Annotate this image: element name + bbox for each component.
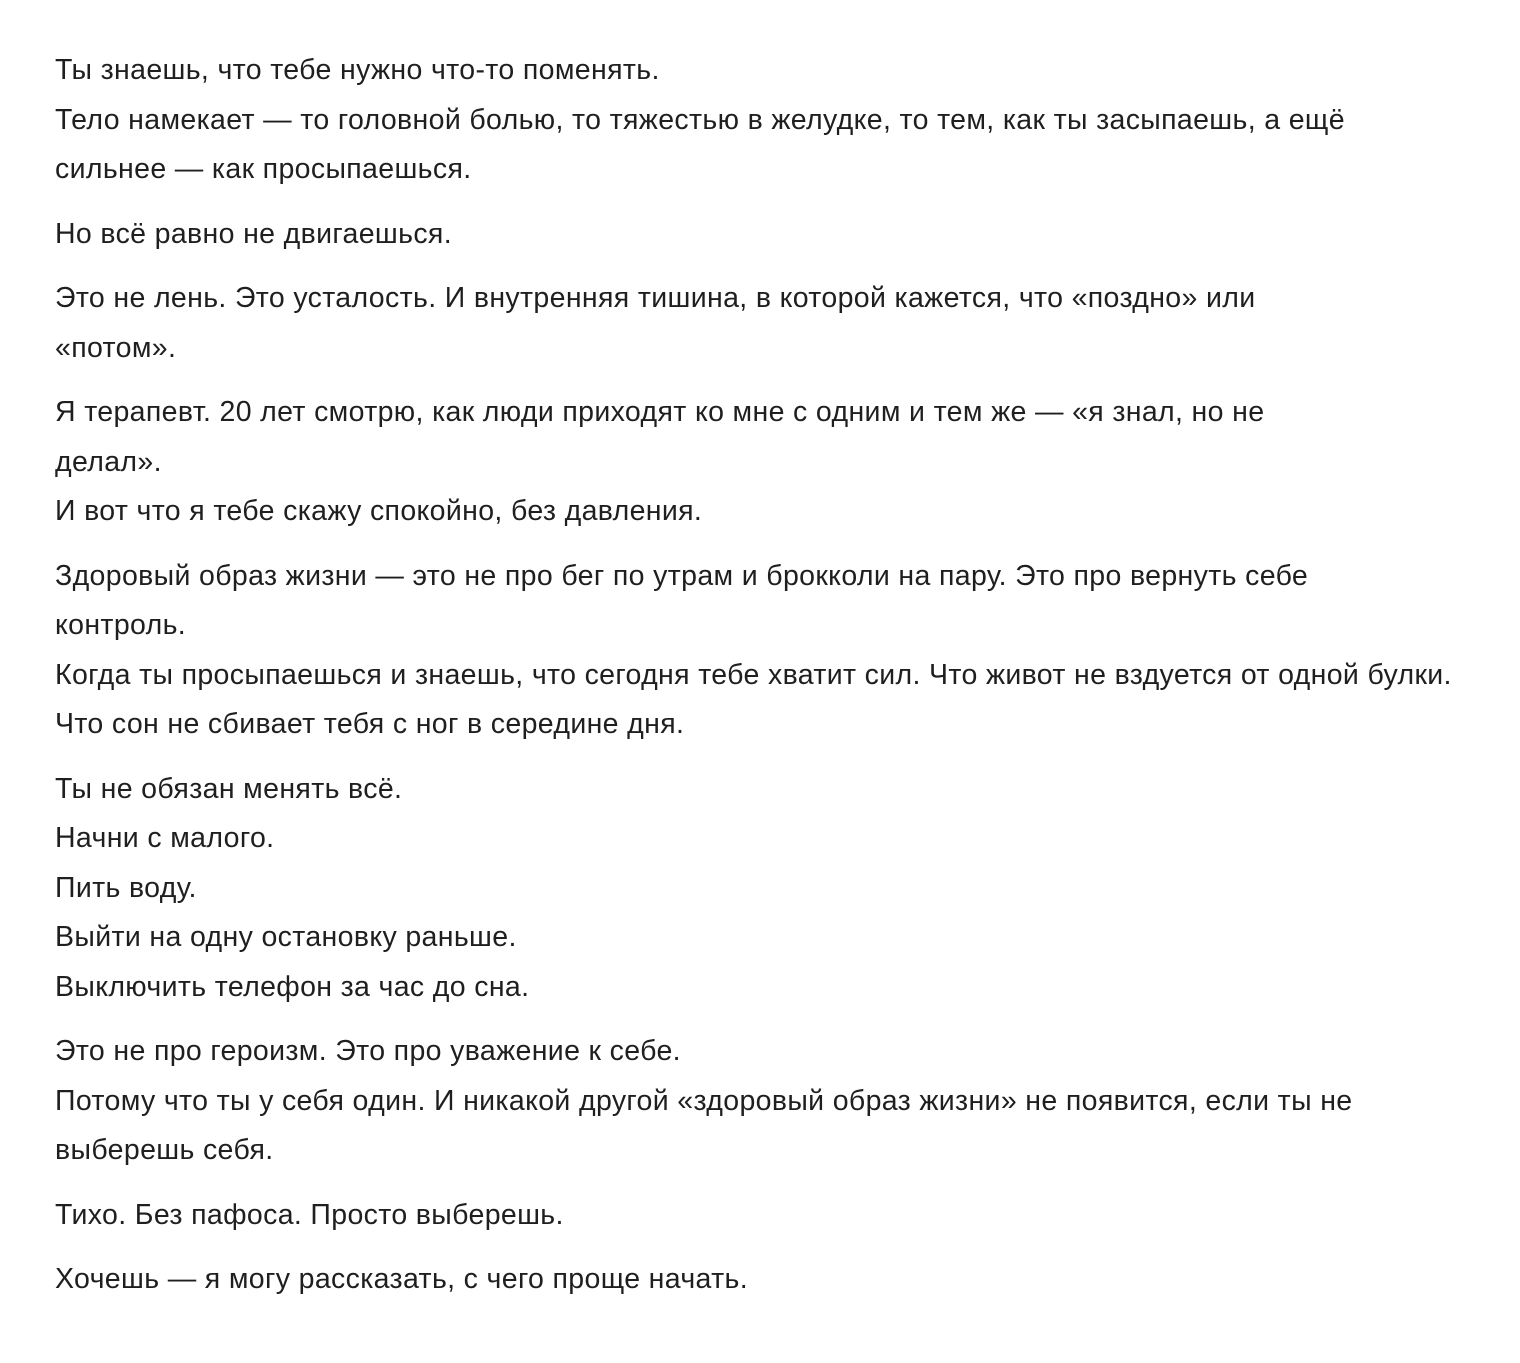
text-line: Это не про героизм. Это про уважение к себе. xyxy=(55,1035,681,1067)
text-line: И вот что я тебе скажу спокойно, без давления. xyxy=(55,495,703,527)
paragraph-4 xyxy=(55,388,1480,537)
text-line: Выключить телефон за час до сна. xyxy=(55,970,530,1003)
text-line: Я терапевт. 20 лет смотрю, как люди приходят ко мне с одним и тем же — «я знал, но не делал». xyxy=(55,396,1265,478)
text-line: Но всё равно не двигаешься. xyxy=(55,217,452,250)
paragraph-6 xyxy=(55,765,1480,1013)
text-line: Это не лень. Это усталость. И внутренняя тишина, в которой кажется, что «поздно» или «потом». xyxy=(55,282,1256,364)
paragraph-9 xyxy=(55,1255,1480,1305)
paragraph-5 xyxy=(55,552,1480,750)
text-line: Когда ты просыпаешься и знаешь, что сегодня тебе хватит сил. Что живот не вздуется от одной булки. Что сон не сбивает тебя с ног в середине дня. xyxy=(55,658,1452,740)
text-line: Ты не обязан менять всё. xyxy=(55,772,403,805)
paragraph-7 xyxy=(55,1027,1480,1176)
text-line: Выйти на одну остановку раньше. xyxy=(55,921,517,953)
paragraph-8 xyxy=(55,1191,1480,1241)
paragraph-2 xyxy=(55,210,1480,260)
text-line: Начни с малого. xyxy=(55,822,275,854)
text-line: Ты знаешь, что тебе нужно что-то поменять. xyxy=(55,54,660,86)
text-line: Хочешь — я могу рассказать, с чего проще начать. xyxy=(55,1263,748,1295)
message-text xyxy=(55,46,1480,1305)
paragraph-1 xyxy=(55,46,1480,195)
text-line: Тихо. Без пафоса. Просто выберешь. xyxy=(55,1198,564,1231)
text-line: Потому что ты у себя один. И никакой другой «здоровый образ жизни» не появится, если ты не выберешь себя. xyxy=(55,1084,1353,1166)
text-line: Пить воду. xyxy=(55,871,197,904)
text-line: Здоровый образ жизни — это не про бег по утрам и брокколи на пару. Это про вернуть себе контроль. xyxy=(55,559,1309,641)
paragraph-3 xyxy=(55,274,1480,373)
text-line: Тело намекает — то головной болью, то тяжестью в желудке, то тем, как ты засыпаешь, а ещё сильнее — как просыпаешься. xyxy=(55,103,1345,185)
